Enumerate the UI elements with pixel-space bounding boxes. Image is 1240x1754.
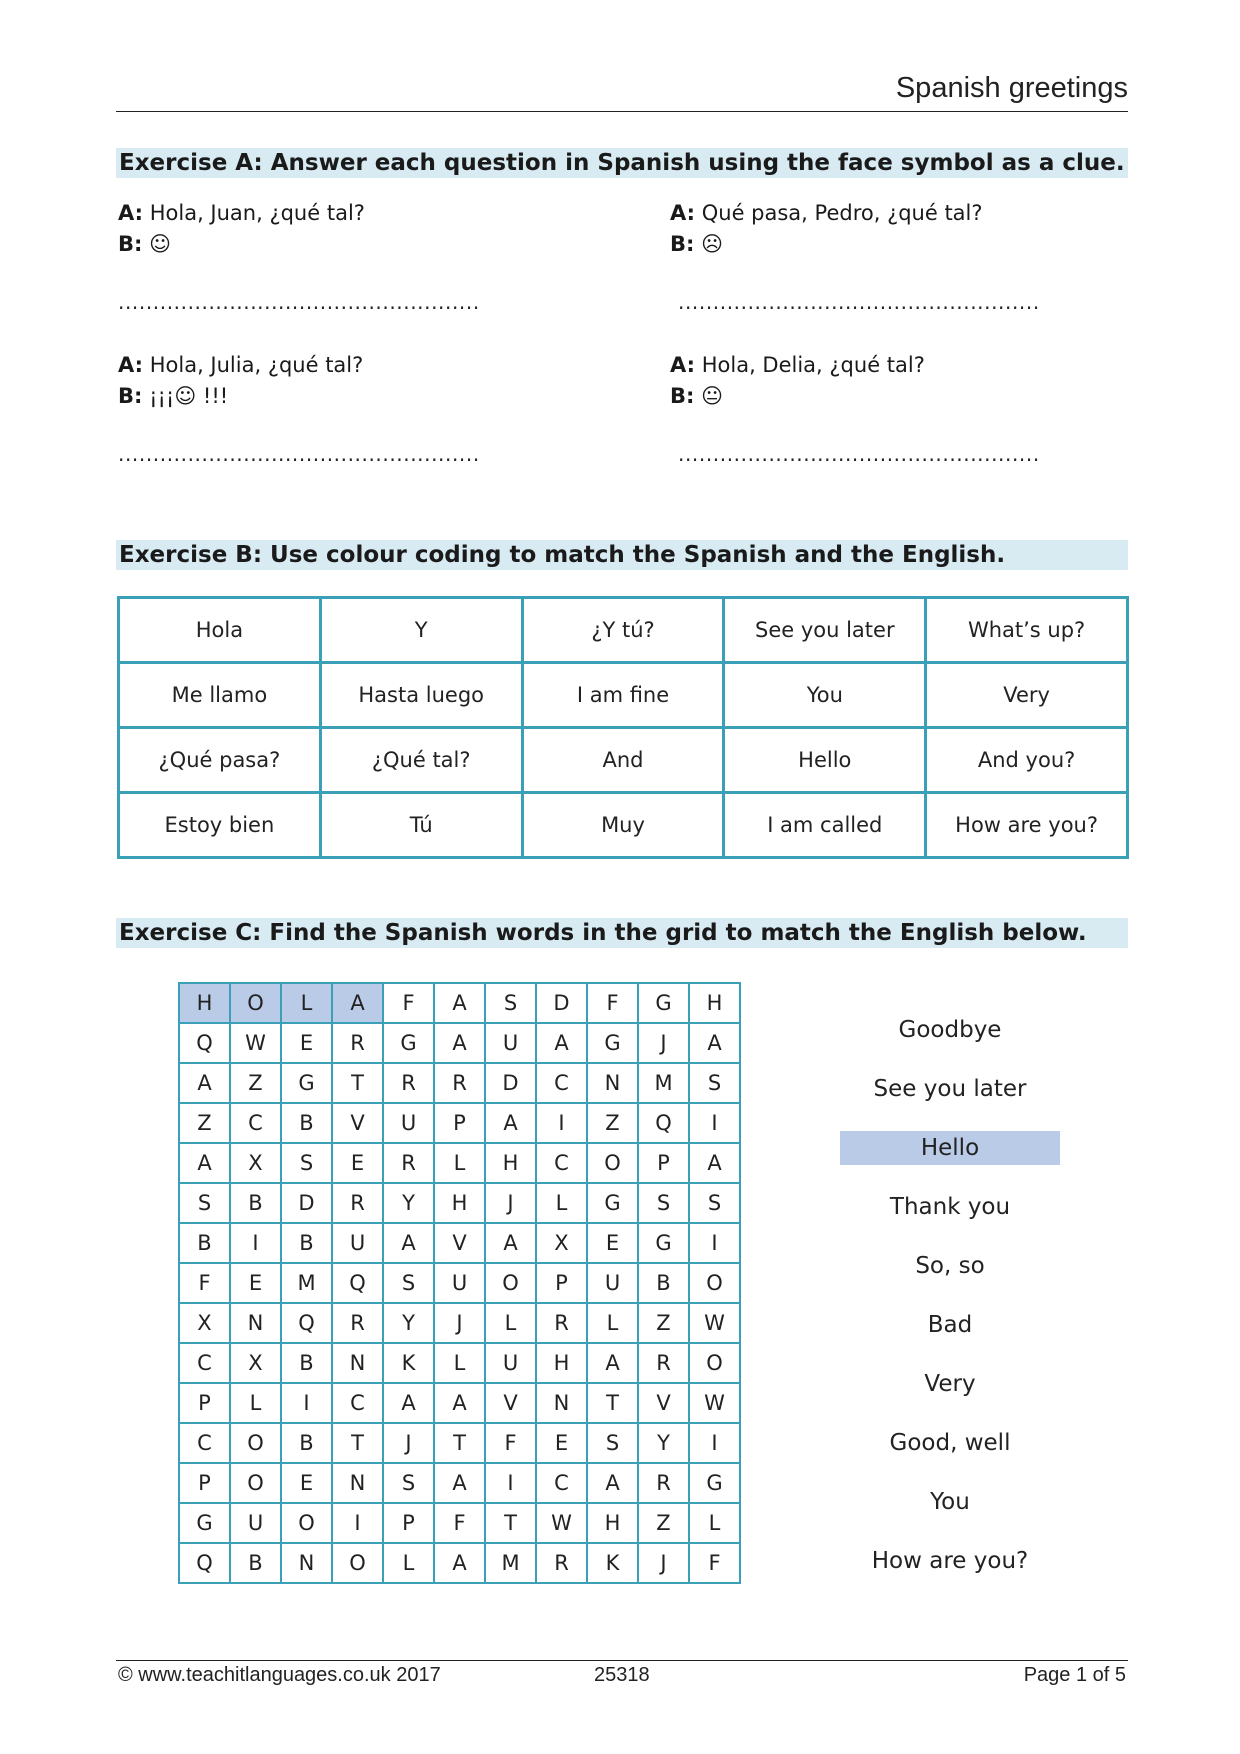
question-text: Hola, Delia, ¿qué tal? <box>701 353 925 377</box>
happy-face-icon: ☺ <box>149 232 171 256</box>
english-word-item <box>840 1480 1060 1539</box>
grid-cell[interactable]: M <box>281 1263 332 1303</box>
grid-cell[interactable]: Q <box>638 1103 689 1143</box>
grid-cell[interactable]: D <box>281 1183 332 1223</box>
speaker-b-label: B: <box>670 232 695 256</box>
grid-cell[interactable]: Z <box>587 1103 638 1143</box>
grid-cell[interactable]: G <box>587 1183 638 1223</box>
matching-cell[interactable]: ¿Y tú? <box>522 598 724 663</box>
grid-cell[interactable]: L <box>281 983 332 1023</box>
english-word-label: Good, well <box>889 1430 1011 1456</box>
grid-cell[interactable]: S <box>179 1183 230 1223</box>
english-word-label: Very <box>924 1371 976 1397</box>
grid-cell[interactable]: I <box>536 1103 587 1143</box>
question-text: Qué pasa, Pedro, ¿qué tal? <box>701 201 983 225</box>
matching-cell[interactable]: Tú <box>320 793 522 858</box>
grid-cell[interactable]: U <box>485 1023 536 1063</box>
grid-cell[interactable]: Z <box>638 1303 689 1343</box>
matching-cell[interactable]: Very <box>926 663 1128 728</box>
matching-cell[interactable]: I am fine <box>522 663 724 728</box>
grid-cell[interactable]: L <box>689 1503 740 1543</box>
grid-row <box>179 1463 740 1503</box>
grid-cell[interactable]: R <box>332 1023 383 1063</box>
grid-cell[interactable]: K <box>383 1343 434 1383</box>
english-word-item <box>840 1185 1060 1244</box>
grid-cell[interactable]: R <box>383 1063 434 1103</box>
matching-row <box>119 793 1128 858</box>
english-word-label: Bad <box>927 1312 973 1338</box>
grid-cell[interactable]: A <box>179 1063 230 1103</box>
grid-cell[interactable]: M <box>638 1063 689 1103</box>
grid-cell[interactable]: U <box>332 1223 383 1263</box>
grid-cell[interactable]: V <box>434 1223 485 1263</box>
grid-cell[interactable]: R <box>383 1143 434 1183</box>
grid-cell[interactable]: T <box>434 1423 485 1463</box>
english-word-label: You <box>930 1489 970 1515</box>
grid-cell[interactable]: Q <box>332 1263 383 1303</box>
grid-row <box>179 1423 740 1463</box>
grid-cell[interactable]: L <box>536 1183 587 1223</box>
grid-cell[interactable]: K <box>587 1543 638 1583</box>
grid-row <box>179 1383 740 1423</box>
grid-cell[interactable]: E <box>536 1423 587 1463</box>
grid-cell[interactable]: P <box>179 1463 230 1503</box>
grid-cell[interactable]: B <box>638 1263 689 1303</box>
english-word-item <box>840 1539 1060 1598</box>
grid-cell[interactable]: Q <box>179 1543 230 1583</box>
question-text: Hola, Julia, ¿qué tal? <box>149 353 364 377</box>
question-text: Hola, Juan, ¿qué tal? <box>149 201 365 225</box>
grid-cell[interactable]: R <box>434 1063 485 1103</box>
grid-cell[interactable]: S <box>638 1183 689 1223</box>
english-word-item <box>840 1067 1060 1126</box>
grid-cell[interactable]: Y <box>638 1423 689 1463</box>
grid-row <box>179 1503 740 1543</box>
grid-cell[interactable]: I <box>689 1423 740 1463</box>
speaker-b-label: B: <box>670 384 695 408</box>
matching-cell[interactable]: What’s up? <box>926 598 1128 663</box>
grid-cell[interactable]: V <box>332 1103 383 1143</box>
grid-cell[interactable]: S <box>689 1183 740 1223</box>
grid-cell[interactable]: O <box>485 1263 536 1303</box>
grid-cell[interactable]: A <box>383 1383 434 1423</box>
grid-cell[interactable]: P <box>383 1503 434 1543</box>
footer-code: 25318 <box>594 1664 650 1686</box>
grid-cell[interactable]: I <box>281 1383 332 1423</box>
answer-line-4[interactable]: .................................................... <box>678 442 1040 466</box>
grid-cell[interactable]: Y <box>383 1303 434 1343</box>
grid-cell[interactable]: U <box>230 1503 281 1543</box>
grid-cell[interactable]: O <box>281 1503 332 1543</box>
grid-cell[interactable]: B <box>230 1183 281 1223</box>
speaker-b-label: B: <box>118 384 143 408</box>
grid-cell[interactable]: J <box>638 1543 689 1583</box>
title-divider <box>116 111 1128 112</box>
grid-cell[interactable]: F <box>434 1503 485 1543</box>
grid-cell[interactable]: I <box>332 1503 383 1543</box>
grid-cell[interactable]: B <box>230 1543 281 1583</box>
grid-cell[interactable]: F <box>485 1423 536 1463</box>
grid-cell[interactable]: W <box>230 1023 281 1063</box>
grid-cell[interactable]: T <box>587 1383 638 1423</box>
grid-cell[interactable]: A <box>434 1543 485 1583</box>
english-word-label: How are you? <box>871 1548 1029 1574</box>
grid-cell[interactable]: S <box>383 1463 434 1503</box>
grid-cell[interactable]: N <box>587 1063 638 1103</box>
grid-cell[interactable]: A <box>434 983 485 1023</box>
english-word-item <box>840 1008 1060 1067</box>
grid-cell[interactable]: H <box>434 1183 485 1223</box>
grid-cell[interactable]: G <box>383 1023 434 1063</box>
exercise-c-heading: Exercise C: Find the Spanish words in the grid to match the English below. <box>116 918 1128 948</box>
grid-cell[interactable]: S <box>485 983 536 1023</box>
grid-cell[interactable]: J <box>383 1423 434 1463</box>
grid-cell[interactable]: H <box>179 983 230 1023</box>
english-word-item <box>840 1126 1060 1185</box>
grid-cell[interactable]: N <box>230 1303 281 1343</box>
grid-cell[interactable]: U <box>434 1263 485 1303</box>
matching-cell[interactable]: And you? <box>926 728 1128 793</box>
matching-cell[interactable]: ¿Qué tal? <box>320 728 522 793</box>
english-word-label: See you later <box>873 1076 1027 1102</box>
grid-cell[interactable]: C <box>536 1143 587 1183</box>
matching-cell[interactable]: Me llamo <box>119 663 321 728</box>
grid-cell[interactable]: I <box>689 1103 740 1143</box>
grid-cell[interactable]: A <box>689 1023 740 1063</box>
grid-cell[interactable]: A <box>536 1023 587 1063</box>
matching-row <box>119 598 1128 663</box>
page-title: Spanish greetings <box>895 72 1128 104</box>
grid-cell[interactable]: U <box>587 1263 638 1303</box>
grid-row <box>179 1303 740 1343</box>
grid-cell[interactable]: I <box>689 1223 740 1263</box>
footer-divider <box>116 1660 1128 1661</box>
grid-cell[interactable]: A <box>179 1143 230 1183</box>
grid-row <box>179 1063 740 1103</box>
grid-row <box>179 1103 740 1143</box>
exercise-b-heading: Exercise B: Use colour coding to match the Spanish and the English. <box>116 540 1128 570</box>
grid-cell[interactable]: C <box>332 1383 383 1423</box>
grid-cell[interactable]: L <box>485 1303 536 1343</box>
grid-cell[interactable]: H <box>536 1343 587 1383</box>
grid-cell[interactable]: C <box>536 1463 587 1503</box>
grid-cell[interactable]: G <box>689 1463 740 1503</box>
grid-cell[interactable]: M <box>485 1543 536 1583</box>
grid-cell[interactable]: A <box>434 1383 485 1423</box>
sad-face-icon: ☹ <box>701 232 723 256</box>
grid-cell[interactable]: I <box>230 1223 281 1263</box>
grid-cell[interactable]: T <box>332 1423 383 1463</box>
answer-line-3[interactable]: .................................................... <box>118 442 480 466</box>
grid-cell[interactable]: N <box>281 1543 332 1583</box>
grid-cell[interactable]: R <box>638 1343 689 1383</box>
grid-cell[interactable]: L <box>383 1543 434 1583</box>
footer-page-number: Page 1 of 5 <box>1023 1664 1126 1686</box>
english-word-label: Hello <box>840 1131 1060 1165</box>
matching-cell[interactable]: See you later <box>724 598 926 663</box>
grid-cell[interactable]: Q <box>179 1023 230 1063</box>
grid-cell[interactable]: O <box>689 1263 740 1303</box>
grid-cell[interactable]: Z <box>230 1063 281 1103</box>
grid-cell[interactable]: Q <box>281 1303 332 1343</box>
grid-cell[interactable]: C <box>230 1103 281 1143</box>
answer-line-2[interactable]: .................................................... <box>678 290 1040 314</box>
english-word-item <box>840 1303 1060 1362</box>
grid-cell[interactable]: S <box>383 1263 434 1303</box>
grid-cell[interactable]: R <box>638 1463 689 1503</box>
matching-cell[interactable]: Hello <box>724 728 926 793</box>
grid-row <box>179 1543 740 1583</box>
grid-cell[interactable]: S <box>587 1423 638 1463</box>
grid-cell[interactable]: O <box>230 983 281 1023</box>
grid-cell[interactable]: A <box>587 1343 638 1383</box>
grid-cell[interactable]: N <box>332 1343 383 1383</box>
matching-cell[interactable]: Hasta luego <box>320 663 522 728</box>
grid-cell[interactable]: E <box>281 1463 332 1503</box>
speaker-a-label: A: <box>118 201 144 225</box>
grid-row <box>179 983 740 1023</box>
grid-cell[interactable]: A <box>485 1223 536 1263</box>
grid-cell[interactable]: B <box>281 1103 332 1143</box>
grid-cell[interactable]: L <box>434 1343 485 1383</box>
grid-cell[interactable]: Y <box>383 1183 434 1223</box>
footer-copyright: © www.teachitlanguages.co.uk 2017 <box>118 1664 441 1686</box>
matching-cell[interactable]: Y <box>320 598 522 663</box>
grid-cell[interactable]: E <box>281 1023 332 1063</box>
grid-cell[interactable]: W <box>689 1383 740 1423</box>
grid-cell[interactable]: F <box>689 1543 740 1583</box>
grid-cell[interactable]: P <box>179 1383 230 1423</box>
matching-cell[interactable]: You <box>724 663 926 728</box>
grid-cell[interactable]: O <box>230 1423 281 1463</box>
dialogue-3 <box>118 350 363 412</box>
grid-cell[interactable]: X <box>536 1223 587 1263</box>
matching-cell[interactable]: Muy <box>522 793 724 858</box>
grid-row <box>179 1263 740 1303</box>
speaker-a-label: A: <box>670 353 696 377</box>
grid-row <box>179 1023 740 1063</box>
matching-cell[interactable]: ¿Qué pasa? <box>119 728 321 793</box>
grid-cell[interactable]: A <box>332 983 383 1023</box>
grid-cell[interactable]: L <box>434 1143 485 1183</box>
matching-cell[interactable]: Estoy bien <box>119 793 321 858</box>
grid-cell[interactable]: T <box>332 1063 383 1103</box>
grid-cell[interactable]: P <box>536 1263 587 1303</box>
grid-cell[interactable]: G <box>638 983 689 1023</box>
grid-cell[interactable]: S <box>689 1063 740 1103</box>
grid-row <box>179 1143 740 1183</box>
grid-cell[interactable]: O <box>332 1543 383 1583</box>
grid-cell[interactable]: D <box>536 983 587 1023</box>
grid-cell[interactable]: B <box>281 1343 332 1383</box>
grid-cell[interactable]: G <box>281 1063 332 1103</box>
grid-cell[interactable]: O <box>689 1343 740 1383</box>
dialogue-4 <box>670 350 925 412</box>
grid-cell[interactable]: X <box>230 1143 281 1183</box>
matching-cell[interactable]: I am called <box>724 793 926 858</box>
grid-cell[interactable]: A <box>383 1223 434 1263</box>
grid-cell[interactable]: A <box>434 1023 485 1063</box>
matching-row <box>119 663 1128 728</box>
grid-cell[interactable]: P <box>638 1143 689 1183</box>
grid-cell[interactable]: H <box>485 1143 536 1183</box>
grid-cell[interactable]: R <box>536 1543 587 1583</box>
grid-cell[interactable]: B <box>281 1223 332 1263</box>
grid-cell[interactable]: B <box>179 1223 230 1263</box>
grid-cell[interactable]: B <box>281 1423 332 1463</box>
english-word-list <box>840 1008 1060 1598</box>
word-search-grid <box>178 982 741 1584</box>
grid-cell[interactable]: S <box>281 1143 332 1183</box>
matching-row <box>119 728 1128 793</box>
matching-cell[interactable]: How are you? <box>926 793 1128 858</box>
exercise-a-heading: Exercise A: Answer each question in Spanish using the face symbol as a clue. <box>116 148 1128 178</box>
dialogue-1 <box>118 198 365 260</box>
grid-cell[interactable]: R <box>332 1303 383 1343</box>
grid-cell[interactable]: A <box>434 1463 485 1503</box>
grid-cell[interactable]: V <box>485 1383 536 1423</box>
english-word-item <box>840 1244 1060 1303</box>
grid-cell[interactable]: N <box>332 1463 383 1503</box>
grid-cell[interactable]: G <box>179 1503 230 1543</box>
grid-row <box>179 1223 740 1263</box>
grid-row <box>179 1183 740 1223</box>
grid-cell[interactable]: H <box>689 983 740 1023</box>
grid-cell[interactable]: I <box>485 1463 536 1503</box>
matching-cell[interactable]: And <box>522 728 724 793</box>
grid-cell[interactable]: O <box>587 1143 638 1183</box>
english-word-label: Thank you <box>889 1194 1011 1220</box>
grid-cell[interactable]: P <box>434 1103 485 1143</box>
grid-cell[interactable]: C <box>536 1063 587 1103</box>
grid-cell[interactable]: J <box>485 1183 536 1223</box>
grid-cell[interactable]: Z <box>179 1103 230 1143</box>
grid-cell[interactable]: H <box>587 1503 638 1543</box>
speaker-b-label: B: <box>118 232 143 256</box>
grid-cell[interactable]: X <box>179 1303 230 1343</box>
grid-cell[interactable]: D <box>485 1063 536 1103</box>
grid-cell[interactable]: E <box>332 1143 383 1183</box>
english-word-item <box>840 1362 1060 1421</box>
grid-cell[interactable]: O <box>230 1463 281 1503</box>
grid-row <box>179 1343 740 1383</box>
grid-cell[interactable]: J <box>434 1303 485 1343</box>
grid-cell[interactable]: N <box>536 1383 587 1423</box>
grid-cell[interactable]: F <box>179 1263 230 1303</box>
speaker-a-label: A: <box>118 353 144 377</box>
grid-cell[interactable]: A <box>587 1463 638 1503</box>
answer-line-1[interactable]: .................................................... <box>118 290 480 314</box>
grid-cell[interactable]: W <box>536 1503 587 1543</box>
english-word-label: Goodbye <box>898 1017 1002 1043</box>
grid-cell[interactable]: C <box>179 1423 230 1463</box>
grid-cell[interactable]: A <box>485 1103 536 1143</box>
grid-cell[interactable]: F <box>587 983 638 1023</box>
matching-table <box>117 596 1129 859</box>
grid-cell[interactable]: Z <box>638 1503 689 1543</box>
grid-cell[interactable]: L <box>587 1303 638 1343</box>
grid-cell[interactable]: E <box>587 1223 638 1263</box>
grid-cell[interactable]: F <box>383 983 434 1023</box>
grid-cell[interactable]: C <box>179 1343 230 1383</box>
grid-cell[interactable]: T <box>485 1503 536 1543</box>
grid-cell[interactable]: X <box>230 1343 281 1383</box>
grid-cell[interactable]: U <box>485 1343 536 1383</box>
english-word-item <box>840 1421 1060 1480</box>
matching-cell[interactable]: Hola <box>119 598 321 663</box>
grid-cell[interactable]: E <box>230 1263 281 1303</box>
dialogue-2 <box>670 198 983 260</box>
grid-cell[interactable]: J <box>638 1023 689 1063</box>
grid-cell[interactable]: L <box>230 1383 281 1423</box>
english-word-label: So, so <box>915 1253 985 1279</box>
grid-cell[interactable]: U <box>383 1103 434 1143</box>
grid-cell[interactable]: R <box>332 1183 383 1223</box>
very-happy-face-icon: ¡¡¡☺ !!! <box>149 384 229 408</box>
grid-cell[interactable]: G <box>638 1223 689 1263</box>
speaker-a-label: A: <box>670 201 696 225</box>
grid-cell[interactable]: V <box>638 1383 689 1423</box>
neutral-face-icon: 😐 <box>701 384 723 408</box>
grid-cell[interactable]: W <box>689 1303 740 1343</box>
grid-cell[interactable]: A <box>689 1143 740 1183</box>
grid-cell[interactable]: R <box>536 1303 587 1343</box>
grid-cell[interactable]: G <box>587 1023 638 1063</box>
